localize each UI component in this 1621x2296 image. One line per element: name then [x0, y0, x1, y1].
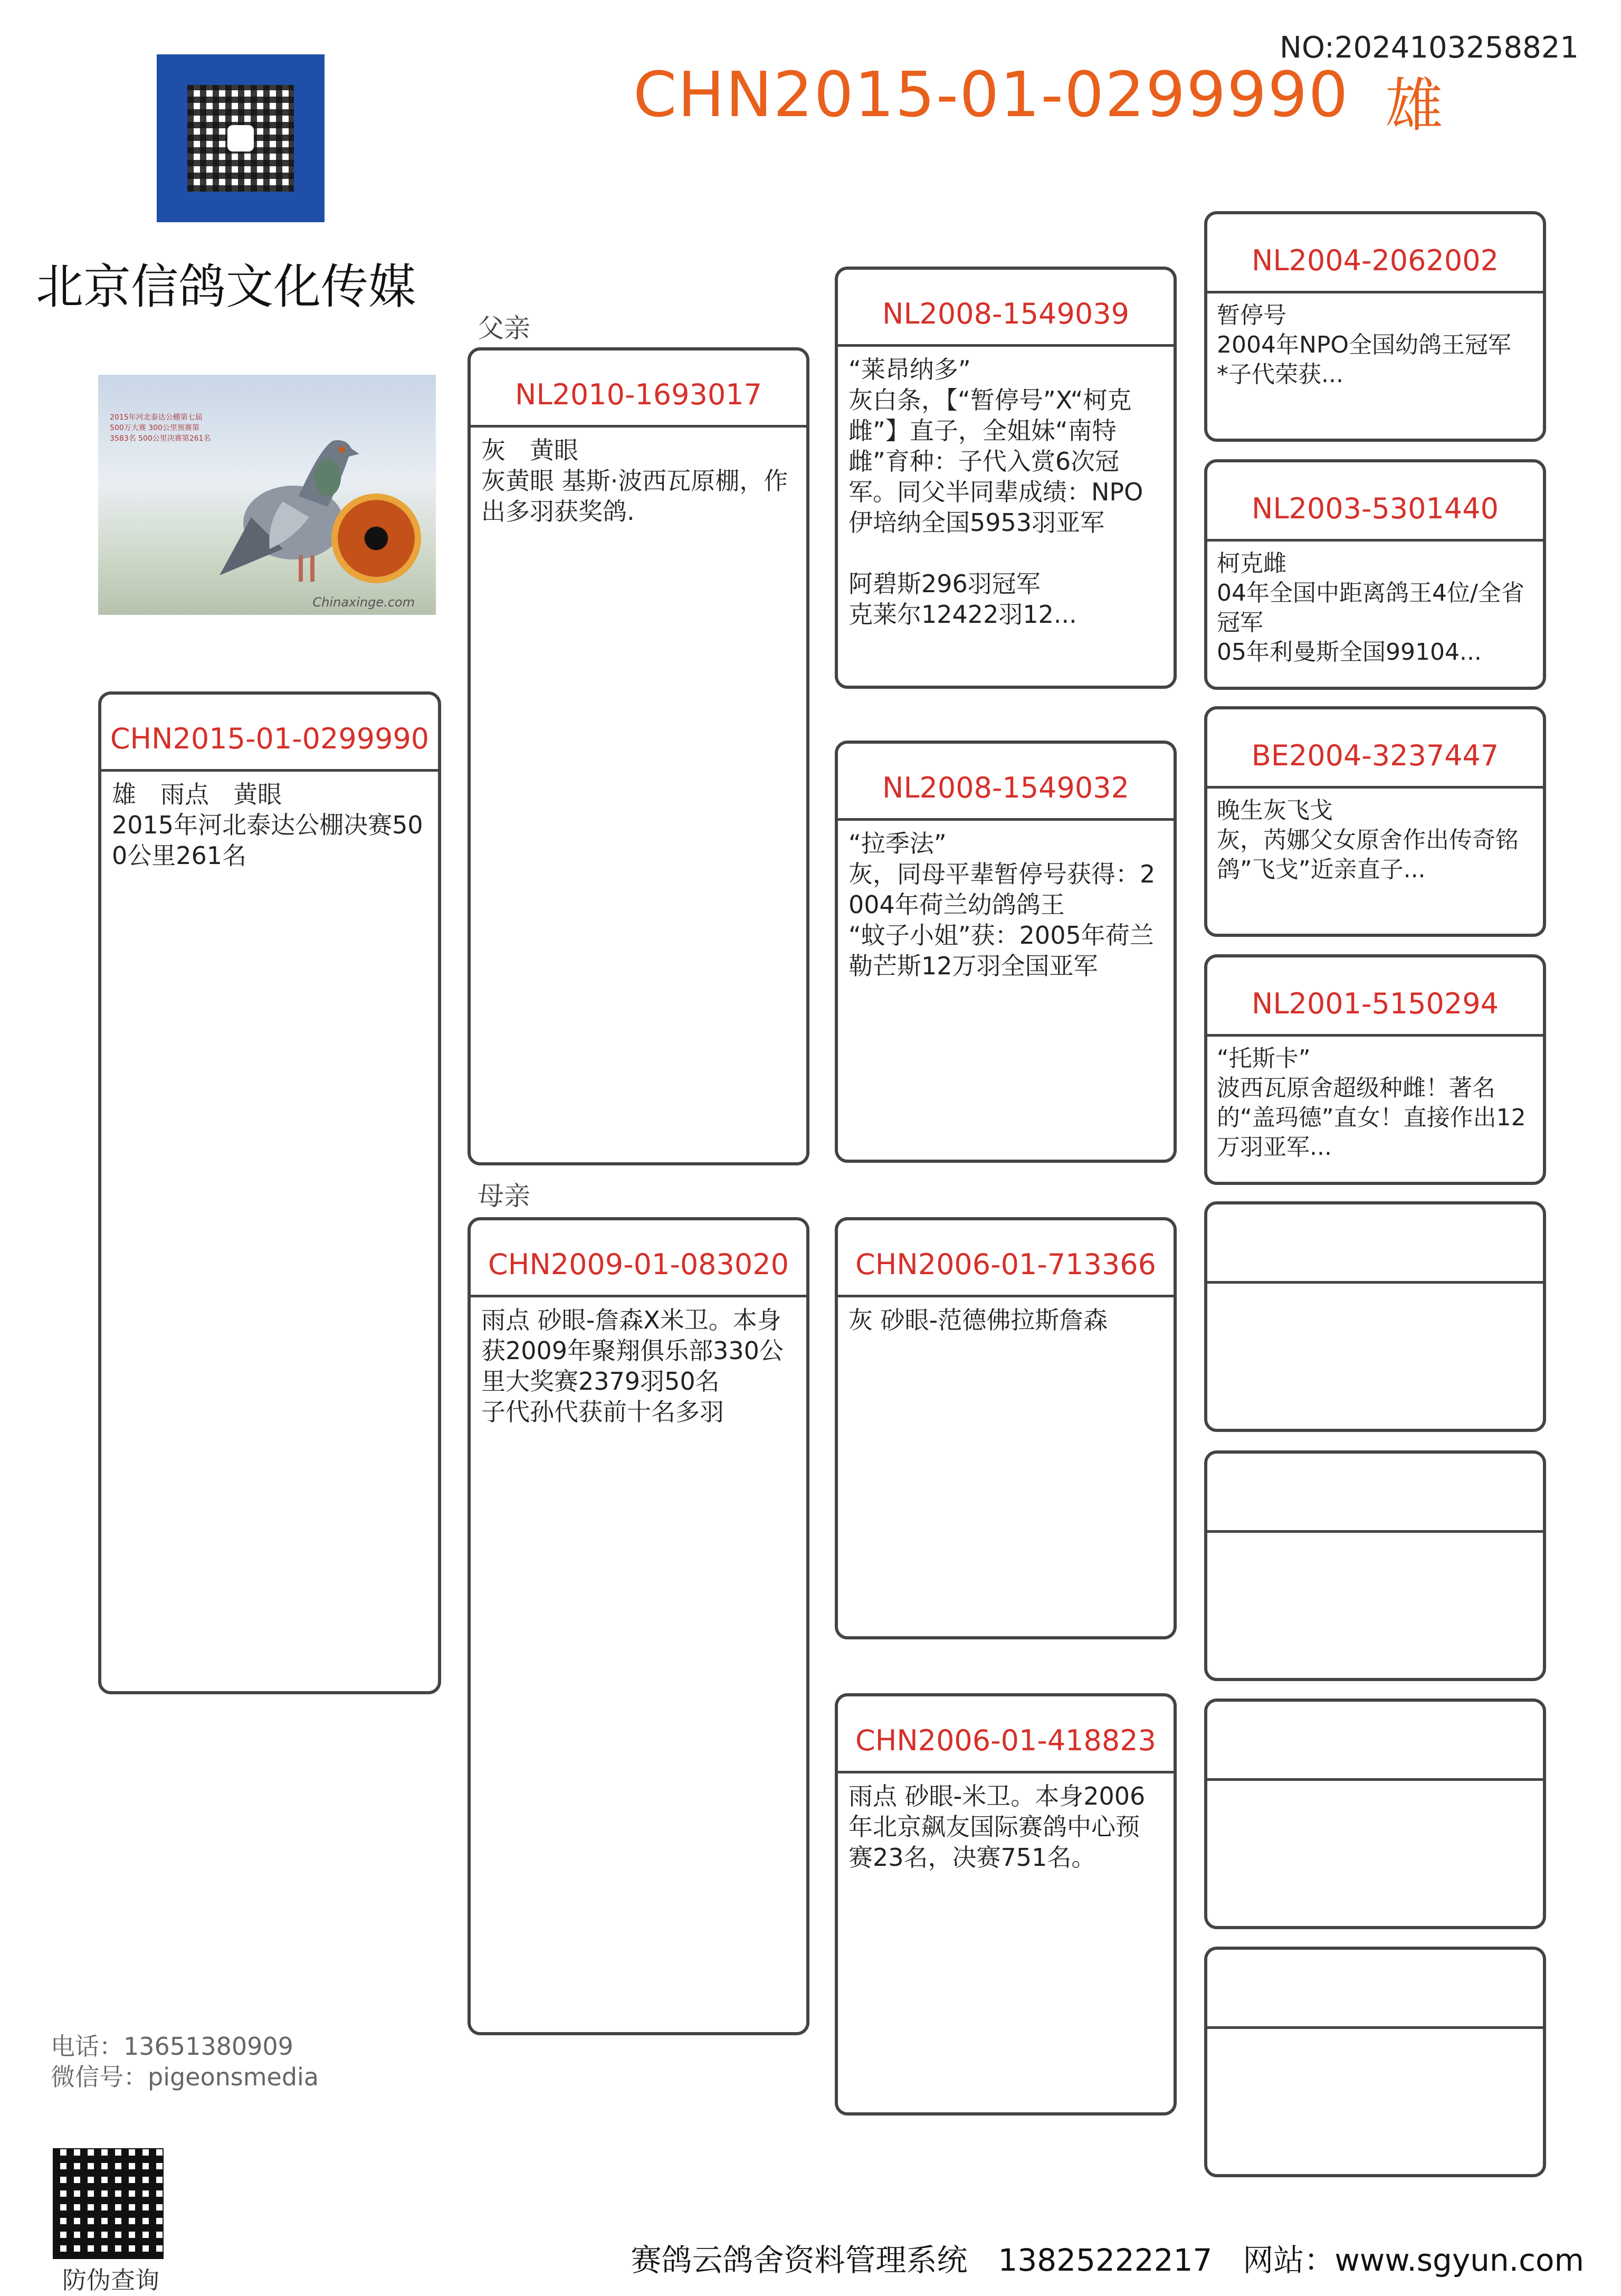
gen4-card-8	[1204, 1947, 1546, 2177]
dam-card	[468, 1217, 809, 2035]
gen4-card-5	[1204, 1201, 1546, 1432]
sex-label: 雄	[1385, 72, 1443, 139]
subject-desc: 雄 雨点 黄眼 2015年河北泰达公棚决赛500公里261名	[112, 780, 423, 870]
contact-wechat: 微信号：pigeonsmedia	[51, 2063, 319, 2091]
main-ring-number: CHN2015-01-0299990	[633, 58, 1349, 131]
mother-label: 母亲	[478, 1181, 530, 1211]
gen4-desc-5	[1207, 1284, 1543, 1298]
gen4-card-7	[1204, 1699, 1546, 1929]
anti-fake-label: 防伪查询	[62, 2266, 159, 2294]
gen4-card-6	[1204, 1450, 1546, 1681]
contact-info	[51, 2031, 319, 2092]
sire-card	[468, 347, 809, 1165]
photo-caption: 2015年河北泰达公棚第七届500万大赛 300公里预赛第3583名 500公里决赛第261名	[110, 413, 211, 443]
sire-sire-ring: NL2008-1549039	[838, 270, 1174, 347]
sire-dam-ring: NL2008-1549032	[838, 744, 1174, 821]
pigeon-eye-image	[331, 494, 421, 583]
gen4-ring-6	[1207, 1454, 1543, 1533]
sire-dam-card	[835, 741, 1177, 1163]
dam-sire-desc: 灰 砂眼-范德佛拉斯詹森	[848, 1306, 1108, 1334]
brand-name: 北京信鸽文化传媒	[36, 259, 416, 315]
sire-desc: 灰 黄眼 灰黄眼 基斯·波西瓦原棚，作出多羽获奖鸽.	[481, 436, 788, 526]
photo-watermark: Chinaxinge.com	[312, 595, 415, 610]
footer-text: 赛鸽云鸽舍资料管理系统 13825222217 网站：www.sgyun.com	[631, 2242, 1584, 2278]
gen4-ring-7	[1207, 1702, 1543, 1781]
contact-phone: 电话：13651380909	[51, 2032, 293, 2061]
sire-ring: NL2010-1693017	[471, 350, 806, 428]
wechat-qr-code	[157, 54, 325, 222]
dam-dam-card	[835, 1693, 1177, 2115]
sire-dam-desc: “拉季法” 灰，同母平辈暂停号获得：2004年荷兰幼鸽鸽王 “蚊子小姐”获：2005年荷兰勒芒斯12万羽全国亚军	[848, 829, 1156, 980]
subject-card	[98, 691, 441, 1694]
gen4-ring-8	[1207, 1950, 1543, 2029]
gen4-ring-3: BE2004-3237447	[1207, 709, 1543, 789]
gen4-desc-4: “托斯卡” 波西瓦原舍超级种雌！著名的“盖玛德”直女！直接作出12万羽亚军...	[1217, 1045, 1526, 1161]
gen4-card-3	[1204, 706, 1546, 937]
pigeon-photo	[98, 375, 436, 615]
gen4-ring-2: NL2003-5301440	[1207, 462, 1543, 542]
sire-sire-desc: “莱昂纳多” 灰白条，【“暂停号”X“柯克雌”】直子，全姐妹“南特雌”育种：子代入赏6次冠军。同父半同辈成绩：NPO伊培纳全国5953羽亚军 阿碧斯296羽冠军 克莱尔12422羽12...	[848, 355, 1143, 629]
dam-dam-ring: CHN2006-01-418823	[838, 1696, 1174, 1773]
sire-sire-card	[835, 267, 1177, 689]
gen4-ring-5	[1207, 1204, 1543, 1284]
gen4-desc-3: 晚生灰飞戈 灰，芮娜父女原舍作出传奇铭鸽”飞戈”近亲直子...	[1217, 797, 1519, 883]
gen4-card-4	[1204, 954, 1546, 1185]
gen4-desc-1: 暂停号 2004年NPO全国幼鸽王冠军 *子代荣获...	[1217, 302, 1512, 388]
dam-desc: 雨点 砂眼-詹森X米卫。本身获2009年聚翔俱乐部330公里大奖赛2379羽50名 子代孙代获前十名多羽	[481, 1306, 784, 1426]
gen4-ring-1: NL2004-2062002	[1207, 214, 1543, 293]
gen4-card-1	[1204, 211, 1546, 442]
gen4-desc-7	[1207, 1781, 1543, 1796]
record-number: NO:2024103258821	[1279, 31, 1579, 65]
gen4-ring-4: NL2001-5150294	[1207, 957, 1543, 1037]
gen4-desc-2: 柯克雌 04年全国中距离鸽王4位/全省冠军 05年利曼斯全国99104...	[1217, 550, 1524, 666]
dam-sire-card	[835, 1217, 1177, 1639]
dam-sire-ring: CHN2006-01-713366	[838, 1220, 1174, 1297]
gen4-desc-6	[1207, 1533, 1543, 1548]
dam-dam-desc: 雨点 砂眼-米卫。本身2006年北京飙友国际赛鸽中心预赛23名，决赛751名。	[848, 1782, 1146, 1872]
father-label: 父亲	[478, 313, 530, 344]
dam-ring: CHN2009-01-083020	[471, 1220, 806, 1297]
anti-fake-qr-code[interactable]	[53, 2148, 164, 2259]
gen4-desc-8	[1207, 2029, 1543, 2044]
gen4-card-2	[1204, 459, 1546, 690]
subject-ring: CHN2015-01-0299990	[101, 695, 438, 772]
